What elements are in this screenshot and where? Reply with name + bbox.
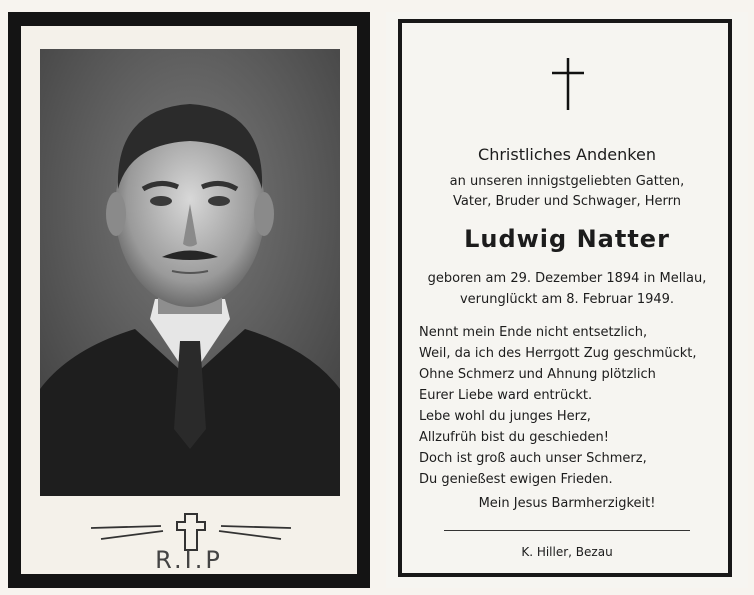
memorial-poem: [419, 322, 719, 490]
portrait-photo: [40, 49, 340, 496]
poem-line: Nennt mein Ende nicht entsetzlich,: [419, 325, 648, 340]
poem-line: Ohne Schmerz und Ahnung plötzlich: [419, 367, 656, 382]
poem-line: Doch ist groß auch unser Schmerz,: [419, 451, 647, 466]
memorial-card-front: [8, 12, 370, 588]
intro-line: Vater, Bruder und Schwager, Herrn: [453, 194, 681, 209]
intro-line: an unseren innigstgeliebten Gatten,: [449, 174, 685, 189]
birth-line: geboren am 29. Dezember 1894 in Mellau,: [427, 271, 707, 286]
death-line: verunglückt am 8. Februar 1949.: [459, 292, 675, 307]
deceased-name: Ludwig Natter: [464, 225, 670, 253]
printer-credit: K. Hiller, Bezau: [521, 545, 613, 559]
rip-label: R.I.P: [155, 546, 223, 574]
portrait-image: [40, 49, 340, 496]
intro-text: [386, 172, 748, 212]
card-title: Christliches Andenken: [478, 145, 656, 164]
cross-icon: [550, 58, 586, 110]
poem-line: Lebe wohl du junges Herz,: [419, 409, 591, 424]
poem-line: Weil, da ich des Herrgott Zug geschmückt,: [419, 346, 697, 361]
divider: [444, 530, 690, 531]
poem-line: Du genießest ewigen Frieden.: [419, 472, 613, 487]
life-dates: [386, 268, 748, 310]
poem-line: Allzufrüh bist du geschieden!: [419, 430, 609, 445]
poem-line: Eurer Liebe ward entrückt.: [419, 388, 593, 403]
memorial-card-back: [386, 12, 748, 588]
prayer-line: Mein Jesus Barmherzigkeit!: [478, 496, 656, 511]
card-front-inner: [21, 26, 357, 574]
